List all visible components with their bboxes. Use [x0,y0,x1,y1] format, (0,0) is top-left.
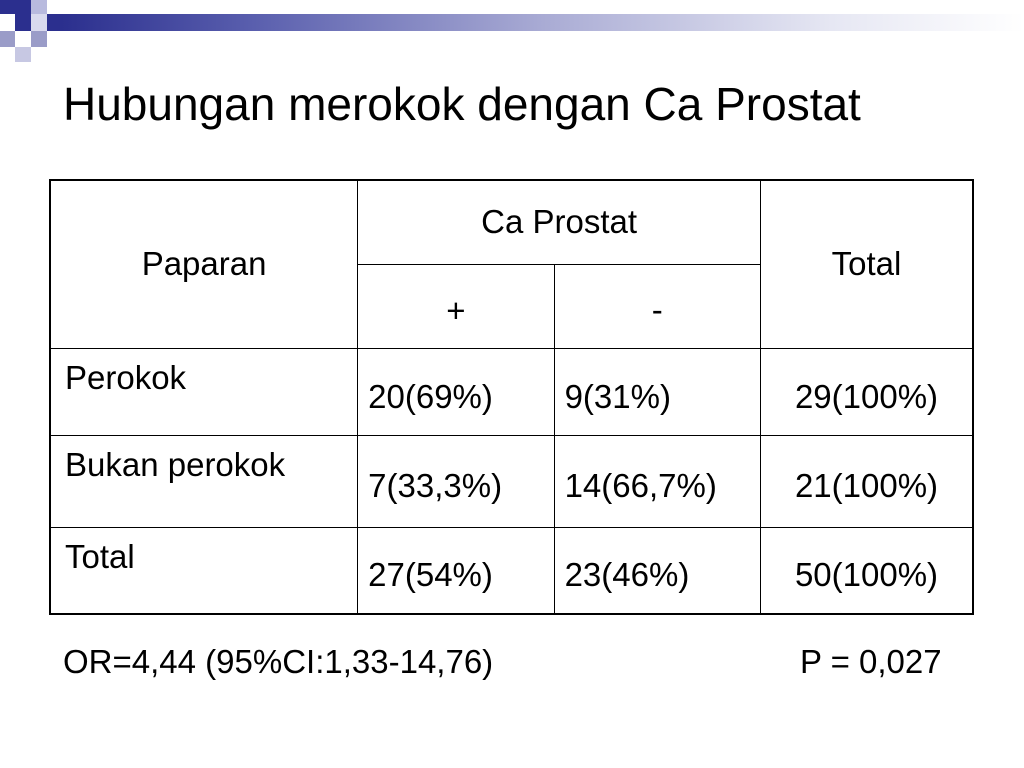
header-total: Total [761,180,973,348]
cell-total: 21(100%) [761,435,973,527]
header-positive: + [358,264,554,348]
slide-title: Hubungan merokok dengan Ca Prostat [63,78,861,130]
cell-negative: 14(66,7%) [554,435,760,527]
header-outcome: Ca Prostat [358,180,761,264]
deco-square [47,14,62,31]
cell-negative: 23(46%) [554,527,760,614]
deco-square [31,31,47,47]
table-row [50,435,973,527]
p-value-text: P = 0,027 [800,643,942,680]
table-row [50,527,973,614]
deco-square [31,14,47,31]
deco-square [15,47,31,62]
odds-ratio-text: OR=4,44 (95%CI:1,33-14,76) [63,643,494,680]
header-exposure: Paparan [50,180,358,348]
cell-positive: 20(69%) [358,348,554,435]
deco-square [15,14,31,31]
cell-negative: 9(31%) [554,348,760,435]
table-row [50,348,973,435]
header-gradient-bar [62,14,1024,31]
cell-positive: 27(54%) [358,527,554,614]
cell-positive: 7(33,3%) [358,435,554,527]
contingency-table [49,179,974,615]
deco-square [0,31,15,47]
deco-square [0,0,31,14]
header-negative: - [554,264,760,348]
row-label: Total [50,527,358,614]
row-label: Bukan perokok [50,435,358,527]
cell-total: 29(100%) [761,348,973,435]
row-label: Perokok [50,348,358,435]
table-header-row [50,180,973,264]
cell-total: 50(100%) [761,527,973,614]
deco-square [31,0,47,14]
